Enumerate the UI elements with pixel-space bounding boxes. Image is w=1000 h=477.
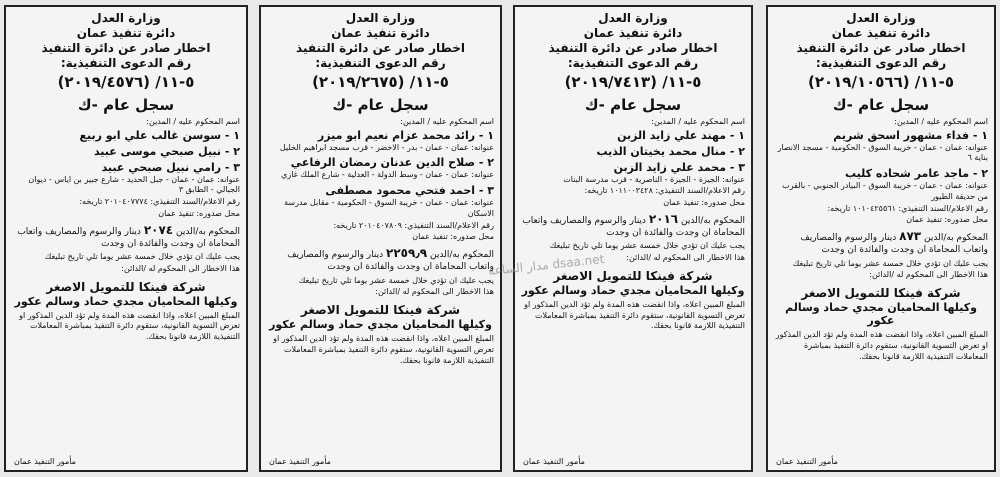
payment-deadline: يجب عليك ان تؤدي خلال خمسة عشر يوما تلي تاريخ تبليغك	[792, 258, 988, 268]
ministry-title: وزارة العدل	[345, 11, 416, 25]
amount-suffix: دينار والرسوم والمصاريف واتعاب المحاماة ان وجدت والفائدة ان وجدت	[522, 215, 745, 239]
closing-text: المبلغ المبين اعلاه، واذا انقضت هذه المدة ولم تؤد الدين المذكور او تعرض التسوية القانونية، ستقوم دائرة التنفيذ بمباشرة المعاملات التنفيذية اللازمة قانونا بحقك.	[19, 310, 240, 342]
debtor-address: عنوانه: عمان - عمان - وسط الدولة - العدلية - شارع الملك غازي	[281, 170, 494, 180]
amount-suffix: دينار والرسوم والمصاريف واتعاب المحاماة ان وجدت والفائدة ان وجدت	[800, 233, 988, 256]
notice-column	[766, 5, 996, 472]
amount-value: ٨٧٣	[899, 229, 922, 244]
case-number-label: رقم الدعوى التنفيذية:	[815, 56, 947, 70]
debtor-name: ٢ - منال محمد يخيتان الذيب	[596, 144, 745, 158]
payment-deadline: يجب عليك ان تؤدي خلال خمسة عشر يوما تلي تاريخ تبليغك	[44, 252, 240, 262]
debtor-name: ٣ - احمد فتحي محمود مصطفى	[325, 184, 494, 198]
debtor-name: ١ - رائد محمد عزام نعيم ابو ميزر	[317, 128, 494, 142]
issue-place: محل صدوره: تنفيذ عمان	[158, 208, 240, 218]
debtor-label: اسم المحكوم عليه / المدين:	[651, 116, 745, 126]
amount-prefix: المحكوم به/الدين	[176, 226, 240, 237]
creditor-company: شركة فينكا للتمويل الاصغر	[801, 286, 961, 301]
notice-header	[267, 11, 494, 115]
debtor-label: اسم المحكوم عليه / المدين:	[894, 116, 988, 126]
registry-label: سجل عام -ك	[584, 95, 682, 114]
amount-value: ٢٠٧٤	[143, 222, 174, 237]
notice-source: اخطار صادر عن دائرة التنفيذ	[41, 41, 211, 55]
department-title: دائرة تنفيذ عمان	[583, 26, 683, 40]
issue-place: محل صدوره: تنفيذ عمان	[906, 215, 988, 225]
notice-column	[259, 5, 502, 472]
payment-deadline: يجب عليك ان تؤدي خلال خمسة عشر يوما تلي تاريخ تبليغك	[549, 241, 745, 251]
signature: مأمور التنفيذ عمان	[14, 457, 76, 466]
notify-line: هذا الاخطار الى المحكوم له /الدائن:	[121, 263, 240, 273]
amount-value: ٢٢٥٩٫٩	[386, 246, 428, 261]
closing-text: المبلغ المبين اعلاه، واذا انقضت هذه المدة ولم تؤد الدين المذكور او تعرض التسوية القانونية، ستقوم دائرة التنفيذ بمباشرة المعاملات التنفيذية اللازمة قانونا بحقك.	[775, 330, 988, 361]
reference-line: رقم الاعلام/السند التنفيذي: ٢٠١٠٤٠٧٧٧٤ تاريخه:	[79, 197, 240, 207]
closing-text: المبلغ المبين اعلاه، واذا انقضت هذه المدة ولم تؤد الدين المذكور او تعرض التسوية القانونية، ستقوم دائرة التنفيذ بمباشرة المعاملات التنفيذية اللازمة قانونا بحقك.	[524, 299, 745, 331]
amount-suffix: دينار والرسوم والمصاريف واتعاب المحاماة ان وجدت والفائدة ان وجدت	[287, 250, 494, 273]
notice-column	[513, 5, 753, 472]
closing-text: المبلغ المبين اعلاه، واذا انقضت هذه المدة ولم تؤد الدين المذكور او تعرض التسوية القانونية، ستقوم دائرة التنفيذ بمباشرة المعاملات التنفيذية اللازمة قانونا بحقك.	[273, 334, 494, 365]
department-title: دائرة تنفيذ عمان	[76, 26, 176, 40]
case-number-label: رقم الدعوى التنفيذية:	[315, 56, 446, 70]
case-number-label: رقم الدعوى التنفيذية:	[60, 56, 192, 70]
amount-suffix: دينار والرسوم والمصاريف واتعاب المحاماة ان وجدت والفائدة ان وجدت	[17, 226, 240, 249]
amount-line	[267, 245, 494, 273]
department-title: دائرة تنفيذ عمان	[331, 26, 430, 40]
notice-header	[774, 11, 988, 115]
debtor-name: ١ - سوسن غالب علي ابو ربيع	[79, 128, 240, 142]
amount-prefix: المحكوم به/الدين	[430, 250, 494, 261]
debtor-label: اسم المحكوم عليه / المدين:	[146, 116, 240, 126]
signature: مأمور التنفيذ عمان	[269, 457, 331, 466]
debtor-address: عنوانه: عمان - عمان - جبل الحديد - شارع جبير بن اياس - ديوان الجبالي - الطابق ٣	[28, 174, 240, 195]
case-number: ٥-١١/ (٢٠١٩/٧٤١٣)	[564, 73, 702, 91]
notice-header	[12, 11, 240, 115]
notify-line: هذا الاخطار الى المحكوم له /الدائن:	[626, 253, 745, 263]
watermark: مدار الساعة dsaa.net	[487, 251, 605, 279]
registry-label: سجل عام -ك	[332, 95, 429, 114]
amount-value: ٢٠١٦	[648, 211, 679, 226]
notice-source: اخطار صادر عن دائرة التنفيذ	[548, 41, 718, 55]
ministry-title: وزارة العدل	[846, 11, 916, 25]
department-title: دائرة تنفيذ عمان	[831, 26, 931, 40]
case-number: ٥-١١/ (٢٠١٩/٢٦٧٥)	[312, 73, 449, 91]
amount-prefix: المحكوم به/الدين	[681, 215, 745, 226]
reference-line: رقم الاعلام/السند التنفيذي: ٢٠١٠٤٠٧٨٠٩ تاريخه:	[333, 220, 494, 230]
debtor-name: ١ - مهند علي زايد الزبن	[617, 128, 745, 142]
case-number: ٥-١١/ (٢٠١٩/٤٥٧٦)	[57, 73, 195, 91]
notify-line: هذا الاخطار الى المحكوم له /الدائن:	[869, 270, 988, 280]
issue-place: محل صدوره: تنفيذ عمان	[412, 232, 494, 242]
amount-prefix: المحكوم به/الدين	[924, 233, 988, 244]
debtor-address: عنوانه: عمان - عمان - خريبة السوق - البيادر الجنوبي - بالقرب من حديقة الطيور	[782, 181, 988, 201]
debtor-address: عنوانه: عمان - عمان - خريبة السوق - الحكومية - مقابل مدرسة الاسكان	[284, 198, 494, 218]
creditor-lawyers: وكيلها المحاميان مجدي حماد وسالم عكور	[785, 301, 977, 328]
reference-line: رقم الاعلام/السند التنفيذي: ١٠١١٠٠٣٤٢٨ تاريخه:	[584, 186, 745, 196]
ministry-title: وزارة العدل	[91, 11, 161, 25]
signature: مأمور التنفيذ عمان	[776, 457, 838, 466]
notice-header	[521, 11, 745, 115]
debtor-name: ١ - فداء مشهور اسحق شريم	[833, 128, 988, 142]
payment-deadline: يجب عليك ان تؤدي خلال خمسة عشر يوما تلي تاريخ تبليغك	[298, 275, 494, 285]
notify-line: هذا الاخطار الى المحكوم له /الدائن:	[375, 287, 494, 297]
debtor-name: ٢ - ماجد عامر شحاده كليب	[845, 167, 988, 181]
amount-line	[12, 222, 240, 250]
case-number-label: رقم الدعوى التنفيذية:	[567, 56, 699, 70]
creditor-company: شركة فينكا للتمويل الاصغر	[300, 303, 461, 318]
debtor-name: ٢ - صلاح الدين عدنان رمضان الرفاعي	[290, 156, 494, 170]
notice-column	[4, 5, 248, 472]
debtor-name: ٢ - نبيل صبحي موسى عبيد	[93, 144, 240, 158]
debtor-address: عنوانه: عمان - عمان - بدر - الاخضر - قرب مسجد ابراهيم الخليل	[279, 142, 494, 152]
debtor-label: اسم المحكوم عليه / المدين:	[400, 116, 494, 126]
debtor-name: ٣ - رامي نبيل صبحي عبيد	[101, 160, 240, 174]
amount-line	[774, 228, 988, 256]
registry-label: سجل عام -ك	[832, 95, 930, 114]
debtor-address: عنوانه: عمان - عمان - خريبة السوق - الحكومية - مسجد الانصار بناية ٦	[777, 142, 988, 163]
reference-line: رقم الاعلام/السند التنفيذي: ١٠١٠٤٢٥٥٦١ تاريخه:	[827, 203, 988, 213]
debtor-address: عنوانه: الجيزة - الجيزة - الناصرية - قرب مدرسة البنات	[563, 174, 745, 184]
signature: مأمور التنفيذ عمان	[523, 457, 585, 466]
issue-place: محل صدوره: تنفيذ عمان	[663, 198, 745, 208]
creditor-company: شركة فينكا للتمويل الاصغر	[46, 279, 206, 294]
ministry-title: وزارة العدل	[598, 11, 668, 25]
notice-source: اخطار صادر عن دائرة التنفيذ	[296, 41, 465, 55]
creditor-lawyers: وكيلها المحاميان مجدي حماد وسالم عكور	[14, 294, 238, 308]
creditor-company: شركة فينكا للتمويل الاصغر	[553, 268, 713, 283]
creditor-lawyers: وكيلها المحاميان مجدي حماد وسالم عكور	[521, 283, 745, 297]
registry-label: سجل عام -ك	[77, 95, 175, 114]
amount-line	[521, 211, 745, 239]
case-number: ٥-١١/ (٢٠١٩/١٠٥٦٦)	[807, 73, 954, 91]
creditor-lawyers: وكيلها المحاميان مجدي حماد وسالم عكور	[269, 318, 492, 332]
notice-source: اخطار صادر عن دائرة التنفيذ	[796, 41, 966, 55]
debtor-name: ٣ - محمد علي زايد الزبن	[613, 160, 745, 174]
